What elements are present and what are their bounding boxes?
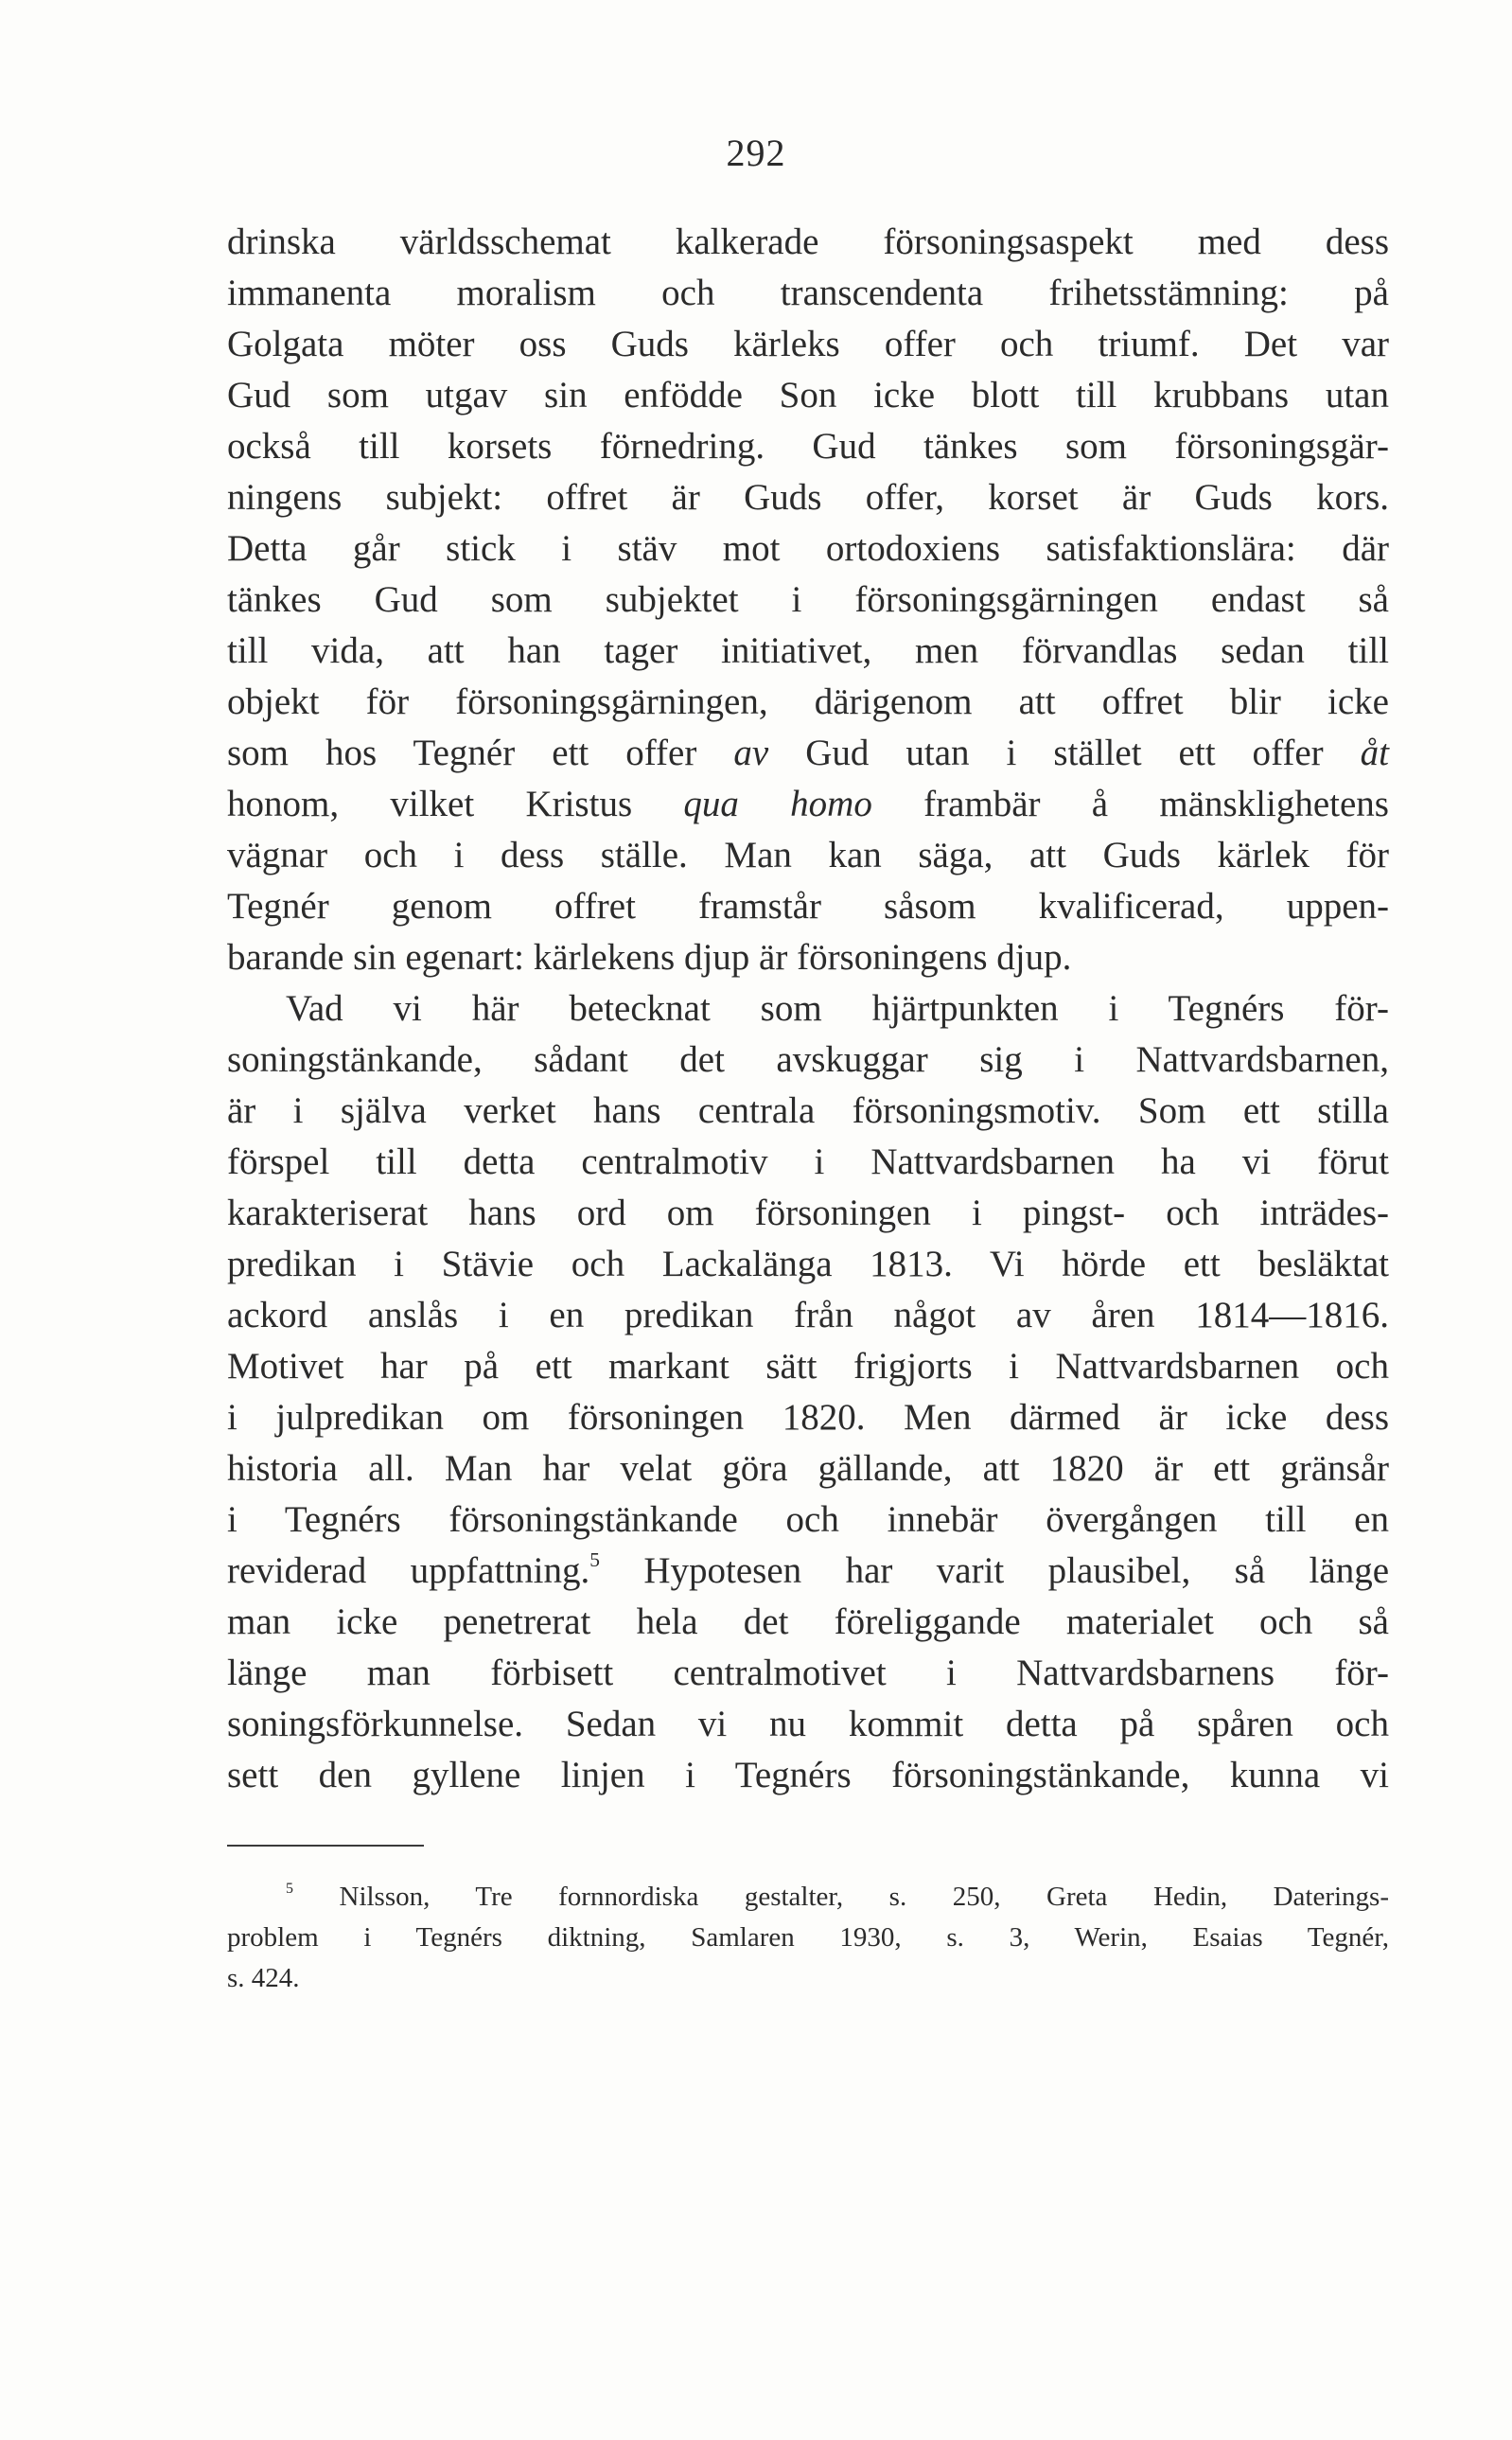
text-line: ackord anslås i en predikan från något av åren 1814—1816. (227, 1295, 1389, 1335)
footnotes (227, 1877, 1389, 1999)
page-number: 292 (726, 132, 786, 174)
text-line: tänkes Gud som subjektet i försoningsgärningen endast så (227, 579, 1389, 620)
text-line: barande sin egenart: kärlekens djup är försoningens djup. (227, 937, 1072, 978)
text-line: till vida, att han tager initiativet, men förvandlas sedan till (227, 630, 1389, 671)
text-line: man icke penetrerat hela det föreliggande materialet och så (227, 1601, 1389, 1642)
footnote-ref: 5 (589, 1547, 600, 1571)
footnote-marker: 5 (286, 1880, 293, 1897)
footnote-line: s. 424. (227, 1963, 300, 1993)
text-line: predikan i Stävie och Lackalänga 1813. Vi hörde ett besläktat (227, 1244, 1389, 1284)
text-line: Detta går stick i stäv mot ortodoxiens satisfaktionslära: där (227, 528, 1389, 569)
text-line: soningstänkande, sådant det avskuggar sig i Nattvardsbarnen, (227, 1039, 1389, 1080)
body-text (227, 217, 1389, 1801)
text-segment: honom, vilket Kristus (227, 784, 684, 824)
text-line: ningens subjekt: offret är Guds offer, korset är Guds kors. (227, 477, 1389, 518)
italic-text: qua homo (683, 784, 872, 824)
text-line (227, 1546, 1389, 1597)
footnote-line: problem i Tegnérs diktning, Samlaren 1930, s. 3, Werin, Esaias Tegnér, (227, 1922, 1389, 1953)
text-line (227, 779, 1389, 830)
text-line: objekt för försoningsgärningen, därigenom att offret blir icke (227, 681, 1389, 722)
text-line: Golgata möter oss Guds kärleks offer och triumf. Det var (227, 324, 1389, 364)
italic-text: av (733, 733, 769, 773)
text-line: Gud som utgav sin enfödde Son icke blott till krubbans utan (227, 375, 1389, 416)
text-line: i Tegnérs försoningstänkande och innebär övergången till en (227, 1499, 1389, 1540)
text-line: länge man förbisett centralmotivet i Nattvardsbarnens för- (227, 1653, 1389, 1693)
text-segment: reviderad uppfattning. (227, 1550, 590, 1591)
text-line: karakteriserat hans ord om försoningen i pingst- och inträdes- (227, 1193, 1389, 1233)
text-line: drinska världsschemat kalkerade försoningsaspekt med dess (227, 221, 1389, 262)
text-line: sett den gyllene linjen i Tegnérs försoningstänkande, kunna vi (227, 1755, 1389, 1795)
text-segment: Gud utan i stället ett offer (768, 733, 1361, 773)
footnote-line (227, 1877, 1389, 1918)
text-line: i julpredikan om försoningen 1820. Men därmed är icke dess (227, 1397, 1389, 1438)
text-line: Tegnér genom offret framstår såsom kvalificerad, uppen- (227, 886, 1389, 927)
text-segment: Hypotesen har varit plausibel, så länge (599, 1550, 1390, 1591)
italic-text: åt (1360, 733, 1389, 773)
text-line (227, 728, 1389, 779)
text-segment: som hos Tegnér ett offer (227, 733, 734, 773)
text-line: historia all. Man har velat göra gällande, att 1820 är ett gränsår (227, 1448, 1389, 1489)
text-line: Motivet har på ett markant sätt frigjorts i Nattvardsbarnen och (227, 1346, 1389, 1387)
text-line: Vad vi här betecknat som hjärtpunkten i Tegnérs för- (286, 988, 1389, 1029)
text-line: soningsförkunnelse. Sedan vi nu kommit detta på spåren och (227, 1704, 1389, 1744)
text-line: är i själva verket hans centrala försoningsmotiv. Som ett stilla (227, 1090, 1389, 1131)
footnote-divider (227, 1845, 424, 1847)
text-line: immanenta moralism och transcendenta frihetsstämning: på (227, 273, 1389, 313)
text-line: vägnar och i dess ställe. Man kan säga, att Guds kärlek för (227, 835, 1389, 875)
text-segment: frambär å mänsklighetens (871, 784, 1389, 824)
text-line: förspel till detta centralmotiv i Nattvardsbarnen ha vi förut (227, 1141, 1389, 1182)
text-line: också till korsets förnedring. Gud tänkes som försoningsgär- (227, 426, 1389, 467)
text-segment: Nilsson, Tre fornnordiska gestalter, s. 250, Greta Hedin, Daterings- (292, 1882, 1389, 1912)
